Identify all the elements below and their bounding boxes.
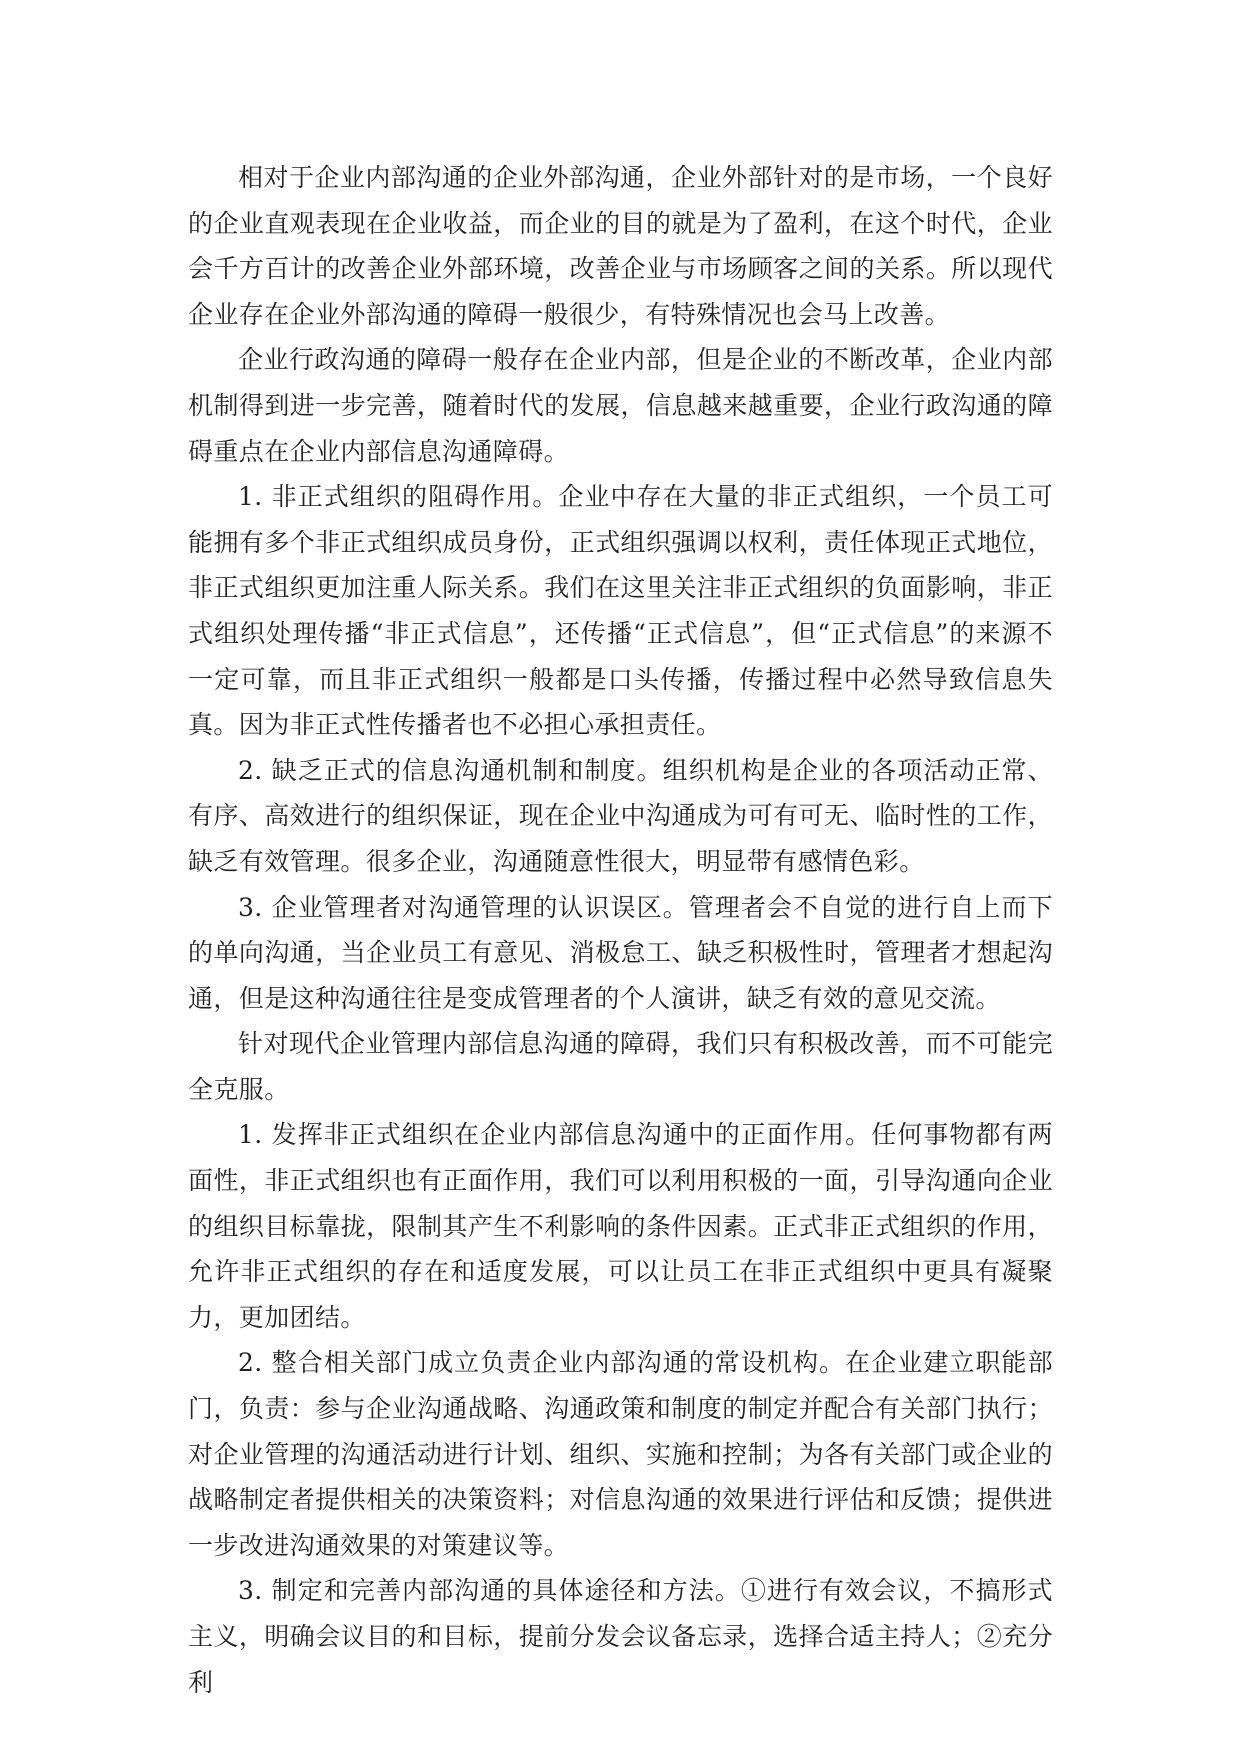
paragraph-administrative-barriers: 企业行政沟通的障碍一般存在企业内部，但是企业的不断改革，企业内部机制得到进一步完善，随着时代的发展，信息越来越重要，企业行政沟通的障碍重点在企业内部信息沟通障碍。: [188, 345, 1053, 466]
paragraph-improvement-intro: 针对现代企业管理内部信息沟通的障碍，我们只有积极改善，而不可能完全克服。: [188, 1029, 1053, 1104]
paragraph-barrier-manager-misconception: 3. 企业管理者对沟通管理的认识误区。管理者会不自觉的进行自上而下的单向沟通，当企业员工有意见、消极怠工、缺乏积极性时，管理者才想起沟通，但是这种沟通往往是变成管理者的个人演讲，缺乏有效的意见交流。: [188, 892, 1053, 1013]
paragraph-measure-channels-methods: 3. 制定和完善内部沟通的具体途径和方法。①进行有效会议，不搞形式主义，明确会议目的和目标，提前分发会议备忘录，选择合适主持人；②充分利: [188, 1576, 1053, 1697]
paragraph-external-communication: 相对于企业内部沟通的企业外部沟通，企业外部针对的是市场，一个良好的企业直观表现在企业收益，而企业的目的就是为了盈利，在这个时代，企业会千方百计的改善企业外部环境，改善企业与市场顾客之间的关系。所以现代企业存在企业外部沟通的障碍一般很少，有特殊情况也会马上改善。: [188, 163, 1053, 329]
paragraph-measure-standing-body: 2. 整合相关部门成立负责企业内部沟通的常设机构。在企业建立职能部门，负责：参与企业沟通战略、沟通政策和制度的制定并配合有关部门执行；对企业管理的沟通活动进行计划、组织、实施和控制；为各有关部门或企业的战略制定者提供相关的决策资料；对信息沟通的效果进行评估和反馈；提供进一步改进沟通效果的对策建议等。: [188, 1348, 1053, 1560]
paragraph-barrier-informal-organization: 1. 非正式组织的阻碍作用。企业中存在大量的非正式组织，一个员工可能拥有多个非正式组织成员身份，正式组织强调以权利，责任体现正式地位，非正式组织更加注重人际关系。我们在这里关注非正式组织的负面影响，非正式组织处理传播“非正式信息”，还传播“正式信息”，但“正式信息”的来源不一定可靠，而且非正式组织一般都是口头传播，传播过程中必然导致信息失真。因为非正式性传播者也不必担心承担责任。: [188, 482, 1053, 740]
document-body: [188, 155, 1053, 1705]
paragraph-measure-informal-organization: 1. 发挥非正式组织在企业内部信息沟通中的正面作用。任何事物都有两面性，非正式组织也有正面作用，我们可以利用积极的一面，引导沟通向企业的组织目标靠拢，限制其产生不利影响的条件因素。正式非正式组织的作用，允许非正式组织的存在和适度发展，可以让员工在非正式组织中更具有凝聚力，更加团结。: [188, 1120, 1053, 1332]
paragraph-barrier-no-formal-mechanism: 2. 缺乏正式的信息沟通机制和制度。组织机构是企业的各项活动正常、有序、高效进行的组织保证，现在企业中沟通成为可有可无、临时性的工作，缺乏有效管理。很多企业，沟通随意性很大，明显带有感情色彩。: [188, 755, 1053, 876]
